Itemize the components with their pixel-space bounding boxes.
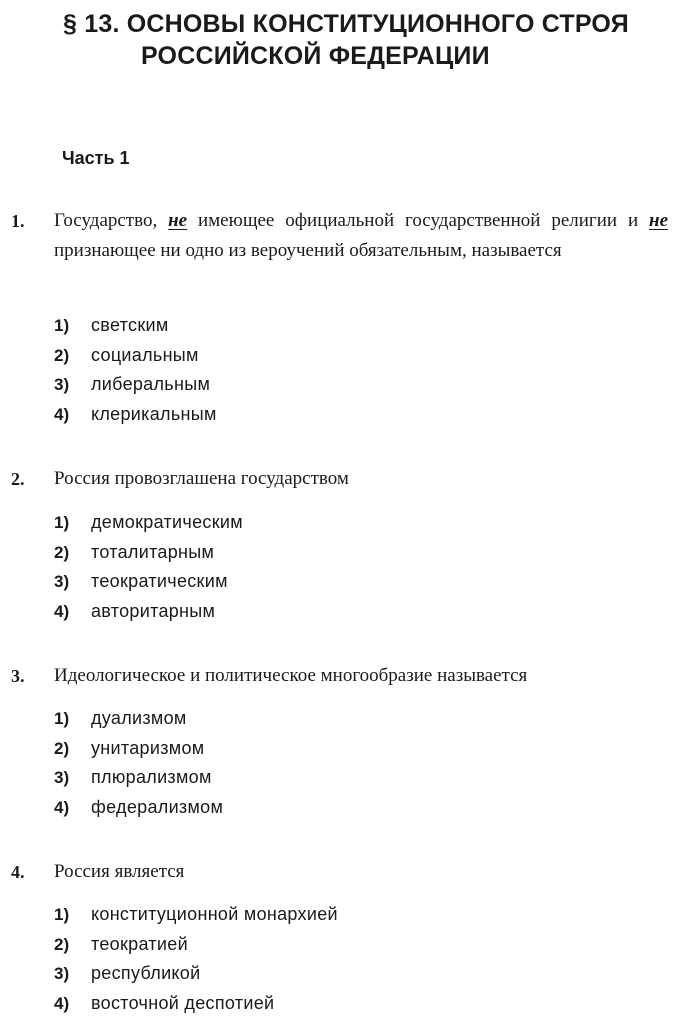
answer-option[interactable] — [54, 793, 223, 823]
answer-options — [54, 508, 243, 626]
answer-option[interactable] — [54, 597, 243, 627]
question-text: Россия провозглашена государством — [54, 468, 349, 489]
option-text: теократией — [91, 933, 188, 954]
option-number: 1) — [54, 513, 70, 532]
option-text: дуализмом — [91, 708, 187, 728]
answer-option[interactable] — [54, 311, 217, 341]
answer-option[interactable] — [54, 763, 223, 793]
answer-options — [54, 900, 338, 1018]
question-text: Россия является — [54, 861, 185, 882]
option-text: теократическим — [91, 571, 228, 591]
option-text: конституционной монархией — [91, 904, 338, 924]
option-number: 3) — [54, 375, 70, 394]
option-number: 1) — [54, 905, 70, 924]
option-number: 2) — [54, 934, 70, 954]
question-text-part: имеющее официальной государственной религии и — [187, 210, 650, 231]
option-text: федерализмом — [91, 796, 224, 817]
option-number: 1) — [54, 316, 70, 335]
option-number: 2) — [54, 738, 70, 758]
option-text: демократическим — [91, 512, 243, 532]
option-number: 4) — [54, 797, 70, 817]
answer-options — [54, 704, 223, 822]
option-number: 2) — [54, 345, 70, 365]
answer-option[interactable] — [54, 400, 217, 430]
answer-option[interactable] — [54, 538, 243, 568]
option-number: 2) — [54, 542, 70, 562]
option-number: 3) — [54, 572, 70, 591]
answer-option[interactable] — [54, 704, 223, 734]
emphasis-not: не — [649, 210, 668, 231]
option-text: республикой — [91, 963, 201, 983]
section-title — [63, 8, 629, 72]
option-text: светским — [91, 315, 169, 335]
option-number: 1) — [54, 709, 70, 728]
question-number: 3. — [11, 666, 25, 686]
option-text: либеральным — [91, 374, 211, 394]
option-text: социальным — [91, 344, 199, 365]
question-text-part: признающее ни одно из вероучений обязательным, называется — [54, 240, 562, 261]
option-number: 4) — [54, 993, 70, 1013]
answer-option[interactable] — [54, 370, 217, 400]
section-title-line-2: РОССИЙСКОЙ ФЕДЕРАЦИИ — [141, 42, 490, 70]
option-number: 4) — [54, 601, 70, 621]
option-text: авторитарным — [91, 600, 216, 621]
option-number: 3) — [54, 768, 70, 787]
question-text: Идеологическое и политическое многообразие называется — [54, 665, 528, 686]
answer-option[interactable] — [54, 734, 223, 764]
option-text: восточной деспотией — [91, 992, 275, 1013]
answer-option[interactable] — [54, 900, 338, 930]
answer-option[interactable] — [54, 989, 338, 1019]
answer-options — [54, 311, 217, 429]
question-text-part: Государство, — [54, 210, 169, 231]
option-text: клерикальным — [91, 403, 217, 424]
answer-option[interactable] — [54, 959, 338, 989]
emphasis-not: не — [168, 210, 188, 231]
question-number: 2. — [11, 469, 25, 489]
option-text: плюрализмом — [91, 767, 212, 787]
option-number: 3) — [54, 964, 70, 983]
part-label: Часть 1 — [62, 148, 130, 168]
question-number: 1. — [11, 211, 25, 231]
option-text: унитаризмом — [91, 737, 205, 758]
question-number: 4. — [11, 862, 25, 882]
section-title-line-1: § 13. ОСНОВЫ КОНСТИТУЦИОННОГО СТРОЯ — [63, 10, 629, 38]
answer-option[interactable] — [54, 930, 338, 960]
answer-option[interactable] — [54, 341, 217, 371]
option-text: тоталитарным — [91, 541, 215, 562]
question-text — [54, 206, 668, 266]
answer-option[interactable] — [54, 567, 243, 597]
answer-option[interactable] — [54, 508, 243, 538]
option-number: 4) — [54, 404, 70, 424]
